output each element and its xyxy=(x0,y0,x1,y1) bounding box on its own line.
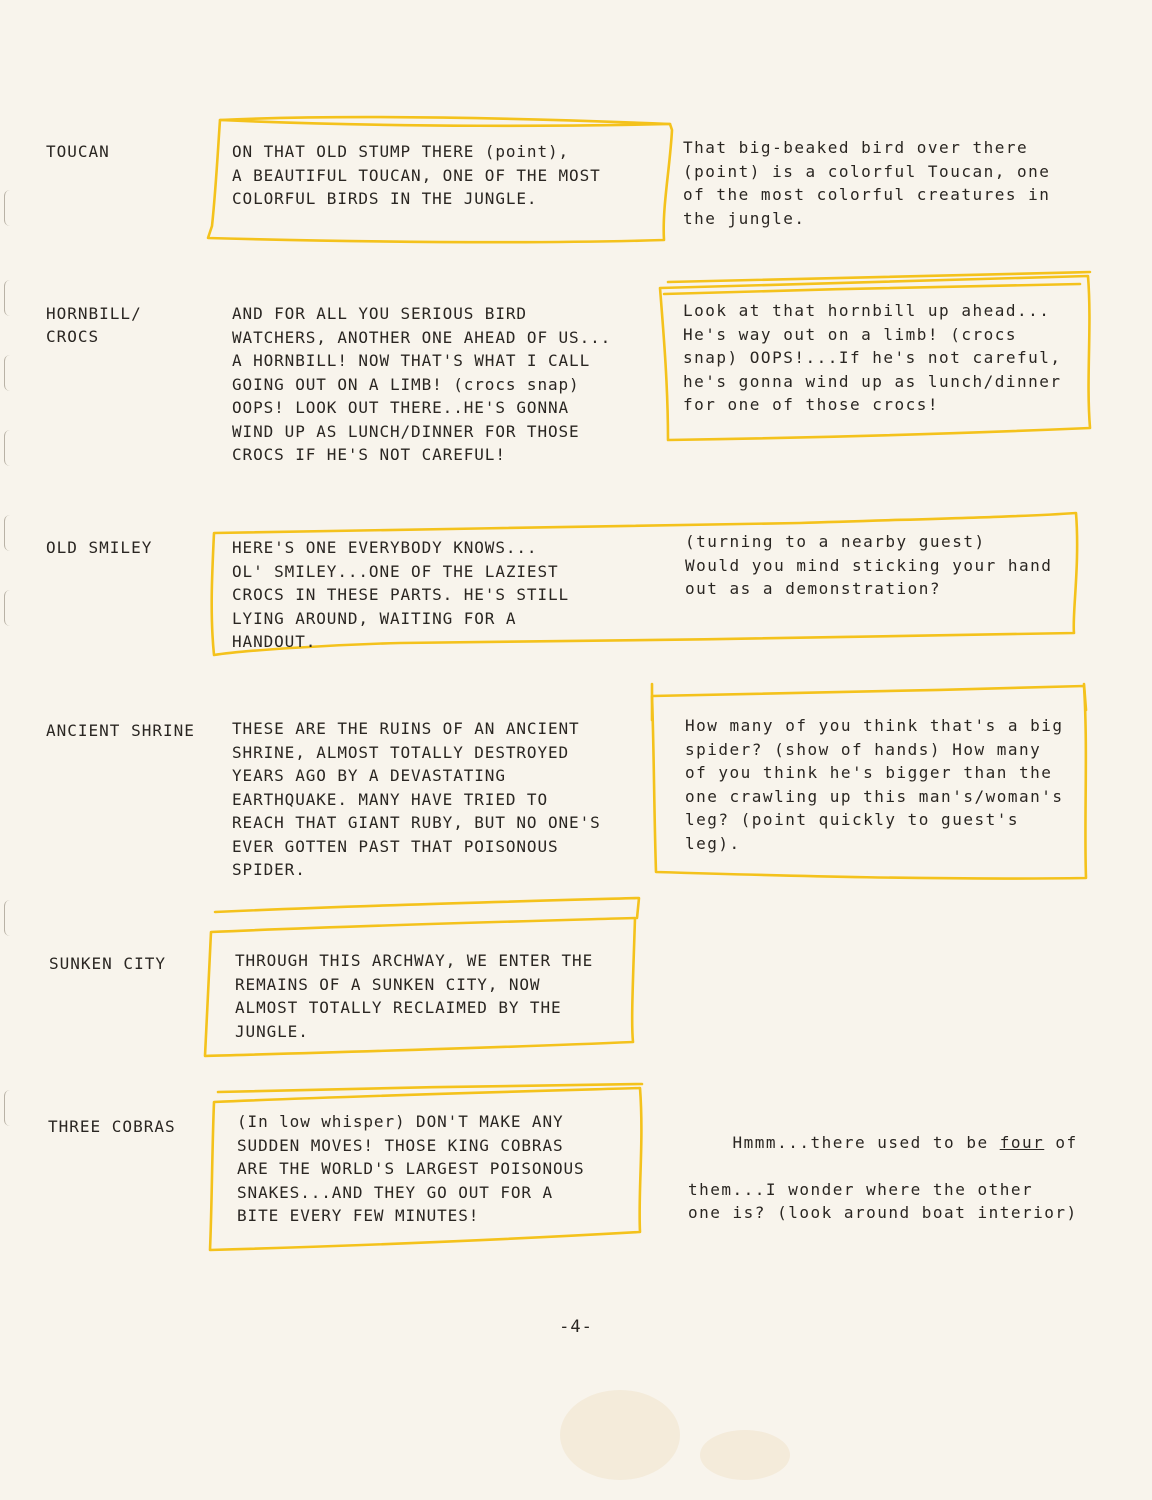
alt-line-end: of xyxy=(1044,1132,1078,1152)
cue-label-ancient-shrine: ANCIENT SHRINE xyxy=(46,721,195,740)
binder-hole-mark xyxy=(4,280,15,316)
binder-hole-mark xyxy=(4,900,15,936)
spiel-sunken-city: THROUGH THIS ARCHWAY, WE ENTER THE REMAINS OF A SUNKEN CITY, NOW ALMOST TOTALLY RECLAIMED BY THE JUNGLE. xyxy=(235,951,594,1041)
alternate-spiel-three-cobras xyxy=(688,1107,1078,1272)
alt-line-start: Hmmm...there used to be xyxy=(732,1132,1000,1152)
spiel-old-smiley: HERE'S ONE EVERYBODY KNOWS... OL' SMILEY...ONE OF THE LAZIEST CROCS IN THESE PARTS. HE'S STILL LYING AROUND, WAITING FOR A HANDOUT. xyxy=(232,538,570,651)
alt-rest: them...I wonder where the other one is? (look around boat interior) xyxy=(688,1179,1078,1222)
binder-hole-mark xyxy=(4,515,15,551)
binder-hole-mark xyxy=(4,590,15,626)
paper-stain xyxy=(700,1430,790,1480)
binder-hole-mark xyxy=(4,190,15,226)
cue-label-three-cobras: THREE COBRAS xyxy=(48,1117,176,1136)
underlined-word: four xyxy=(999,1132,1045,1152)
page-number: -4- xyxy=(559,1317,593,1337)
paper-stain xyxy=(560,1390,680,1480)
spiel-ancient-shrine: THESE ARE THE RUINS OF AN ANCIENT SHRINE, ALMOST TOTALLY DESTROYED YEARS AGO BY A DEVASTATING EARTHQUAKE. MANY HAVE TRIED TO REACH THAT GIANT RUBY, BUT NO ONE'S EVER GOTTEN PAST THAT POISONOUS SPIDER. xyxy=(232,719,601,879)
cue-label-hornbill: HORNBILL/ CROCS xyxy=(46,304,142,346)
alternate-spiel-ancient-shrine: How many of you think that's a big spider? (show of hands) How many of you think he's bigger than the one crawling up this man's/woman's leg? (point quickly to guest's leg). xyxy=(685,716,1064,853)
alternate-spiel-old-smiley: (turning to a nearby guest) Would you mind sticking your hand out as a demonstration? xyxy=(685,532,1053,598)
cue-label-toucan: TOUCAN xyxy=(46,142,110,161)
cue-label-old-smiley: OLD SMILEY xyxy=(46,538,153,557)
binder-hole-mark xyxy=(4,1090,15,1126)
binder-hole-mark xyxy=(4,355,15,391)
alternate-spiel-toucan: That big-beaked bird over there (point) is a colorful Toucan, one of the most colorful creatures in the jungle. xyxy=(683,138,1051,228)
spiel-toucan: ON THAT OLD STUMP THERE (point), A BEAUTIFUL TOUCAN, ONE OF THE MOST COLORFUL BIRDS IN THE JUNGLE. xyxy=(232,142,601,208)
cue-label-sunken-city: SUNKEN CITY xyxy=(49,954,166,973)
binder-hole-mark xyxy=(4,430,15,466)
spiel-hornbill: AND FOR ALL YOU SERIOUS BIRD WATCHERS, ANOTHER ONE AHEAD OF US... A HORNBILL! NOW THAT'S WHAT I CALL GOING OUT ON A LIMB! (crocs snap) OOPS! LOOK OUT THERE..HE'S GONNA WIND UP AS LUNCH/DINNER FOR THOSE CROCS IF HE'S NOT CAREFUL! xyxy=(232,304,612,464)
alternate-spiel-hornbill: Look at that hornbill up ahead... He's way out on a limb! (crocs snap) OOPS!...If he's not careful, he's gonna wind up as lunch/dinner for one of those crocs! xyxy=(683,301,1062,414)
spiel-three-cobras: (In low whisper) DON'T MAKE ANY SUDDEN MOVES! THOSE KING COBRAS ARE THE WORLD'S LARGEST POISONOUS SNAKES...AND THEY GO OUT FOR A BITE EVERY FEW MINUTES! xyxy=(237,1112,585,1225)
